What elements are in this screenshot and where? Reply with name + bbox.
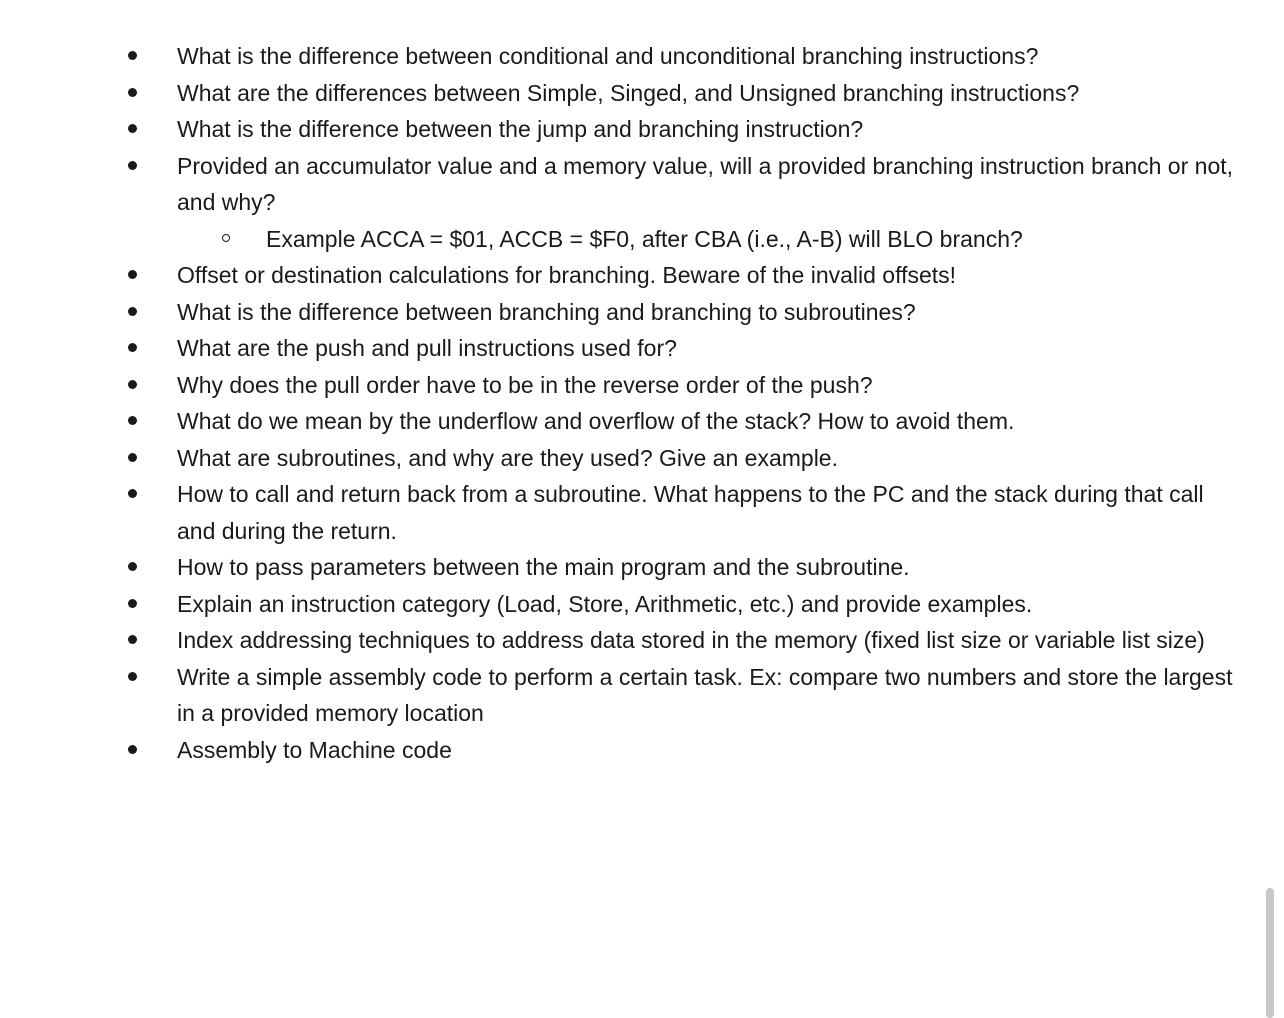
list-item bbox=[0, 257, 1284, 294]
list-item-text: Write a simple assembly code to perform a certain task. Ex: compare two numbers and store the largest in a provided memory location bbox=[177, 663, 1233, 726]
vertical-scrollbar[interactable] bbox=[1266, 888, 1274, 1018]
bullet-icon bbox=[128, 745, 137, 754]
bullet-icon bbox=[128, 307, 137, 316]
bullet-icon bbox=[128, 562, 137, 571]
list-item bbox=[0, 38, 1284, 75]
list-item-text: What are the push and pull instructions used for? bbox=[177, 335, 677, 361]
list-item bbox=[0, 75, 1284, 112]
list-item bbox=[0, 659, 1284, 732]
list-item bbox=[0, 440, 1284, 477]
list-item bbox=[0, 549, 1284, 586]
list-item-text: Offset or destination calculations for branching. Beware of the invalid offsets! bbox=[177, 262, 957, 288]
list-item bbox=[0, 148, 1284, 221]
list-item-text: Explain an instruction category (Load, Store, Arithmetic, etc.) and provide examples. bbox=[177, 590, 1033, 617]
hollow-bullet-icon bbox=[222, 234, 230, 242]
list-item-text: Provided an accumulator value and a memory value, will a provided branching instruction branch or not, and why? bbox=[177, 152, 1234, 215]
list-item bbox=[0, 367, 1284, 404]
list-item bbox=[0, 330, 1284, 367]
list-item bbox=[0, 294, 1284, 331]
list-item-text: Assembly to Machine code bbox=[177, 736, 452, 763]
bullet-icon bbox=[128, 161, 137, 170]
bullet-icon bbox=[128, 453, 137, 462]
list-item bbox=[0, 403, 1284, 440]
list-item bbox=[0, 111, 1284, 148]
list-item bbox=[0, 476, 1284, 549]
bullet-icon bbox=[128, 343, 137, 352]
list-item-text: What do we mean by the underflow and overflow of the stack? How to avoid them. bbox=[177, 408, 1015, 434]
list-item-text: What are the differences between Simple, Singed, and Unsigned branching instructions? bbox=[177, 79, 1080, 106]
list-item-text: How to call and return back from a subroutine. What happens to the PC and the stack during that call and during the return. bbox=[177, 481, 1204, 544]
bullet-icon bbox=[128, 88, 137, 97]
list-item-text: Why does the pull order have to be in the reverse order of the push? bbox=[177, 371, 873, 398]
bullet-icon bbox=[128, 672, 137, 681]
list-item-text: What is the difference between branching and branching to subroutines? bbox=[177, 298, 916, 325]
list-item-text: What is the difference between conditional and unconditional branching instructions? bbox=[177, 43, 1039, 69]
list-item-text: How to pass parameters between the main program and the subroutine. bbox=[177, 554, 910, 580]
list-item bbox=[0, 622, 1284, 659]
sub-list-item bbox=[0, 221, 1284, 258]
list-item-text: Index addressing techniques to address data stored in the memory (fixed list size or variable list size) bbox=[177, 627, 1205, 653]
bullet-icon bbox=[128, 380, 137, 389]
bullet-icon bbox=[128, 270, 137, 279]
review-question-list bbox=[0, 38, 1284, 768]
bullet-icon bbox=[128, 416, 137, 425]
bullet-icon bbox=[128, 489, 137, 498]
bullet-icon bbox=[128, 599, 137, 608]
sub-list-item-text: Example ACCA = $01, ACCB = $F0, after CBA (i.e., A-B) will BLO branch? bbox=[266, 225, 1023, 252]
list-item-text: What is the difference between the jump and branching instruction? bbox=[177, 116, 864, 142]
list-item bbox=[0, 732, 1284, 769]
list-item-text: What are subroutines, and why are they used? Give an example. bbox=[177, 444, 838, 471]
list-item bbox=[0, 586, 1284, 623]
bullet-icon bbox=[128, 51, 137, 60]
bullet-icon bbox=[128, 635, 137, 644]
bullet-icon bbox=[128, 124, 137, 133]
